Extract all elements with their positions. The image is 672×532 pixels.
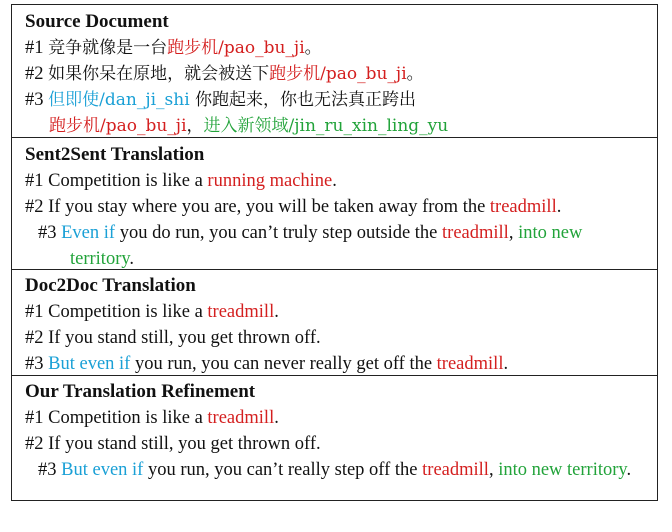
highlight-term: treadmill bbox=[489, 197, 557, 217]
line-number: #2 bbox=[25, 328, 44, 348]
section-title: Doc2Doc Translation bbox=[25, 275, 196, 296]
connective-term: But even if bbox=[48, 354, 131, 374]
punctuation: . bbox=[556, 197, 562, 217]
translation-text: you run, you can’t really step off the bbox=[143, 460, 423, 480]
connective-term: But even if bbox=[61, 460, 144, 480]
source-line-3-cont bbox=[25, 113, 657, 139]
punctuation: . bbox=[332, 171, 337, 191]
line-number: #3 bbox=[25, 354, 44, 374]
sent2sent-section bbox=[12, 137, 657, 269]
highlight-term: treadmill bbox=[207, 408, 275, 428]
punctuation: 。 bbox=[304, 38, 322, 58]
translation-text: If you stand still, you get thrown off. bbox=[43, 434, 321, 454]
connective-term: Even if bbox=[61, 223, 116, 243]
phrase-term: 进入新领域/jin_ru_xin_ling_yu bbox=[203, 116, 449, 136]
punctuation: . bbox=[274, 408, 279, 428]
line-number: #2 bbox=[25, 64, 44, 84]
highlight-term: running machine bbox=[207, 171, 333, 191]
highlight-term: 跑步机/pao_bu_ji bbox=[167, 38, 305, 58]
line-number: #2 bbox=[25, 197, 44, 217]
translation-text: Competition is like a bbox=[43, 302, 208, 322]
highlight-term: treadmill bbox=[422, 460, 489, 480]
line-number: #3 bbox=[38, 223, 57, 243]
line-number: #1 bbox=[25, 171, 44, 191]
translation-text: Competition is like a bbox=[43, 171, 208, 191]
doc2doc-line-3 bbox=[25, 351, 657, 377]
highlight-term: 跑步机/pao_bu_ji bbox=[269, 64, 407, 84]
line-number: #3 bbox=[25, 90, 44, 110]
highlight-term: treadmill bbox=[442, 223, 509, 243]
line-number: #1 bbox=[25, 38, 44, 58]
doc2doc-line-1 bbox=[25, 299, 657, 325]
ours-line-2 bbox=[25, 431, 657, 457]
ours-line-1 bbox=[25, 405, 657, 431]
section-title: Sent2Sent Translation bbox=[25, 144, 205, 165]
highlight-term: 跑步机/pao_bu_ji bbox=[49, 116, 187, 136]
line-number: #1 bbox=[25, 302, 44, 322]
line-number: #1 bbox=[25, 408, 44, 428]
phrase-term: into new territory bbox=[70, 223, 583, 269]
source-text: 竞争就像是一台 bbox=[48, 38, 168, 58]
connective-term: 但即使/dan_ji_shi bbox=[48, 90, 190, 110]
source-text: 你跑起来，你也无法真正跨出 bbox=[189, 90, 417, 110]
translation-text: If you stand still, you get thrown off. bbox=[43, 328, 321, 348]
source-text: 如果你呆在原地，就会被送下 bbox=[48, 64, 270, 84]
ours-line-3 bbox=[25, 457, 649, 483]
translation-text: you run, you can never really get off the bbox=[130, 354, 437, 374]
sent2sent-line-3 bbox=[25, 220, 649, 272]
source-line-3 bbox=[25, 87, 657, 113]
translation-text: you do run, you can’t truly step outside the bbox=[115, 223, 443, 243]
line-number: #3 bbox=[38, 460, 57, 480]
punctuation: , bbox=[488, 460, 499, 480]
sent2sent-line-2 bbox=[25, 194, 657, 220]
section-title: Source Document bbox=[25, 11, 169, 32]
punctuation: . bbox=[274, 302, 279, 322]
punctuation: . bbox=[129, 249, 135, 269]
highlight-term: treadmill bbox=[207, 302, 275, 322]
punctuation: , bbox=[508, 223, 519, 243]
punctuation: ， bbox=[186, 116, 204, 136]
section-title: Our Translation Refinement bbox=[25, 381, 256, 402]
punctuation: 。 bbox=[406, 64, 424, 84]
phrase-term: into new territory bbox=[498, 460, 627, 480]
translation-text: Competition is like a bbox=[43, 408, 208, 428]
punctuation: . bbox=[626, 460, 632, 480]
punctuation: . bbox=[503, 354, 509, 374]
source-line-2 bbox=[25, 61, 657, 87]
translation-text: If you stay where you are, you will be taken away from the bbox=[43, 197, 490, 217]
source-line-1 bbox=[25, 35, 657, 61]
highlight-term: treadmill bbox=[436, 354, 504, 374]
doc2doc-line-2 bbox=[25, 325, 657, 351]
sent2sent-line-1 bbox=[25, 168, 657, 194]
source-section bbox=[12, 5, 657, 136]
comparison-table bbox=[11, 4, 658, 501]
doc2doc-section bbox=[12, 269, 657, 375]
line-number: #2 bbox=[25, 434, 44, 454]
ours-section bbox=[12, 375, 657, 499]
